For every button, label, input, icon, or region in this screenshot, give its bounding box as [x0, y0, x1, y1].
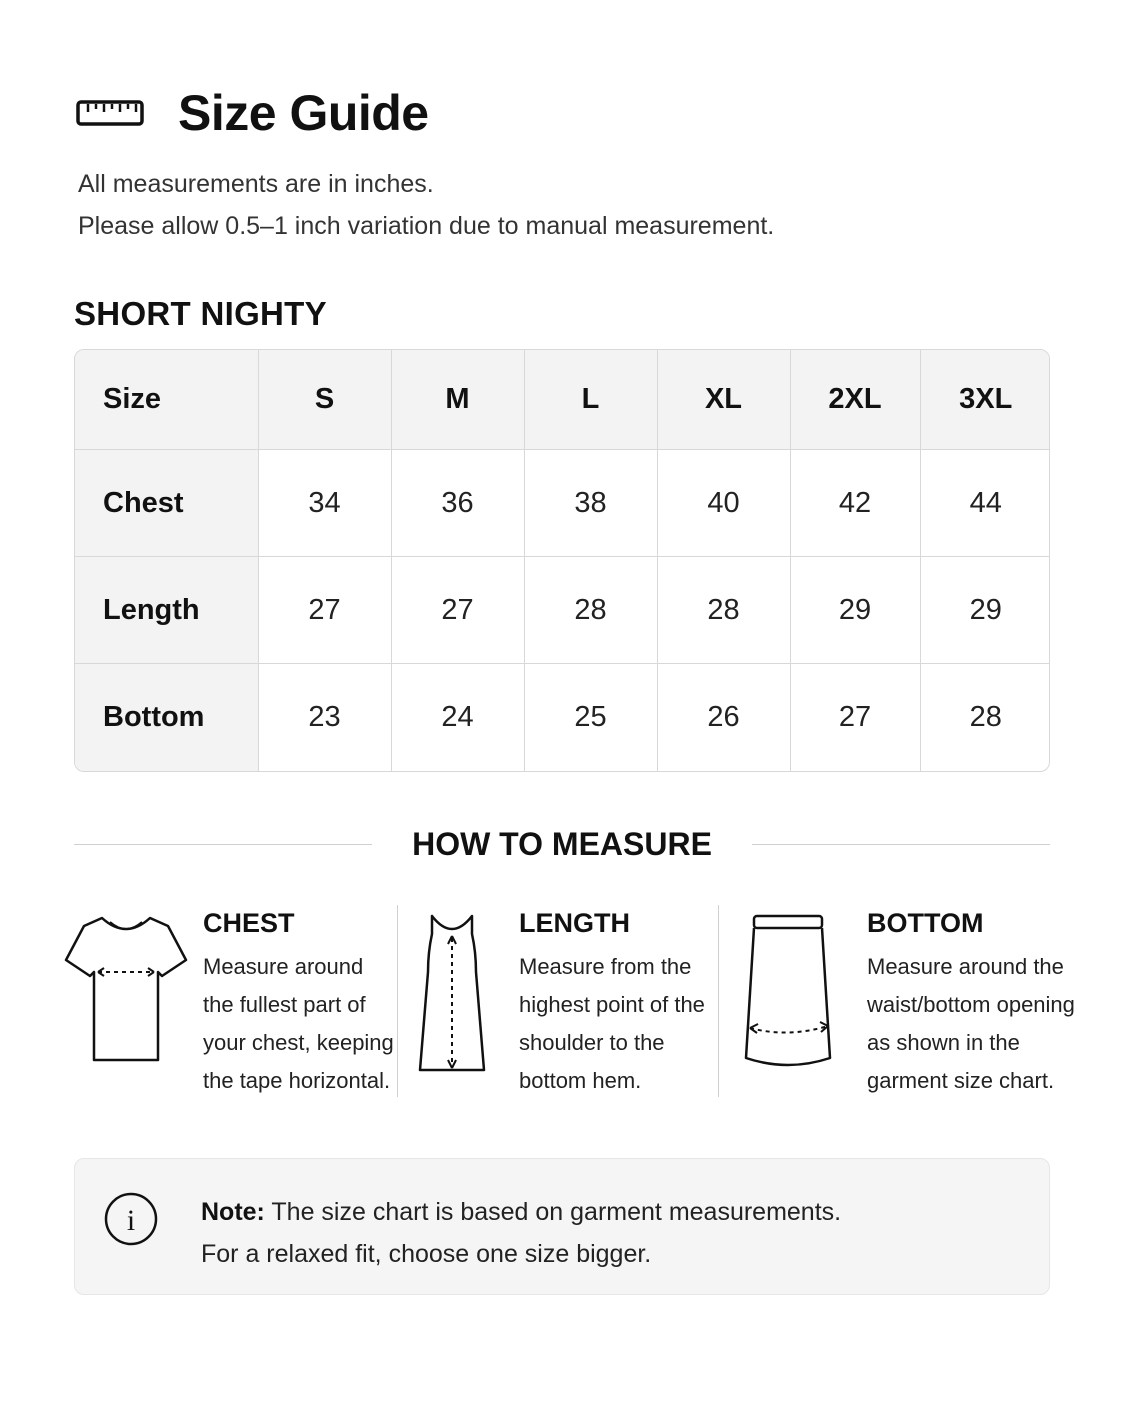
table-cell: 42	[790, 450, 920, 557]
note-line-2: For a relaxed fit, choose one size bigger.	[201, 1240, 652, 1268]
skirt-icon	[740, 912, 836, 1072]
divider-line	[752, 844, 1050, 845]
table-header-cell: XL	[657, 350, 790, 450]
size-table	[74, 349, 1050, 772]
table-cell: 29	[920, 557, 1050, 664]
page-header	[76, 84, 429, 142]
measure-title-chest: CHEST	[203, 908, 295, 938]
measure-text-line: Measure from the	[519, 954, 692, 979]
section-title: SHORT NIGHTY	[74, 295, 327, 332]
measure-title-bottom: BOTTOM	[867, 908, 984, 938]
row-label: Length	[75, 557, 258, 664]
table-cell: 40	[657, 450, 790, 557]
measure-text-chest	[203, 948, 394, 1100]
ruler-icon	[76, 96, 144, 130]
table-cell: 28	[657, 557, 790, 664]
table-cell: 26	[657, 664, 790, 771]
measure-text-line: your chest, keeping	[203, 1030, 394, 1055]
table-row	[75, 557, 1050, 664]
table-cell: 27	[258, 557, 391, 664]
column-divider	[397, 905, 398, 1097]
how-to-measure-heading	[74, 826, 1050, 863]
measure-title-length: LENGTH	[519, 908, 630, 938]
table-cell: 23	[258, 664, 391, 771]
table-header-cell: 2XL	[790, 350, 920, 450]
table-cell: 25	[524, 664, 657, 771]
measure-text-line: Measure around	[203, 954, 364, 979]
measure-text-line: waist/bottom opening	[867, 992, 1075, 1017]
how-to-measure-title: HOW TO MEASURE	[412, 826, 712, 862]
measure-text-line: garment size chart.	[867, 1068, 1055, 1093]
dress-icon	[414, 912, 490, 1076]
note-label: Note:	[201, 1198, 265, 1226]
table-cell: 24	[391, 664, 524, 771]
measure-text-line: highest point of the	[519, 992, 705, 1017]
row-label: Bottom	[75, 664, 258, 771]
intro-units: All measurements are in inches.	[78, 170, 434, 198]
tshirt-icon	[62, 914, 190, 1064]
table-row	[75, 664, 1050, 771]
measure-text-line: as shown in the	[867, 1030, 1020, 1055]
table-header-cell: 3XL	[920, 350, 1050, 450]
table-cell: 34	[258, 450, 391, 557]
table-cell: 38	[524, 450, 657, 557]
info-icon	[103, 1191, 159, 1247]
divider-line	[74, 844, 372, 845]
measure-text-bottom	[867, 948, 1075, 1100]
page-title: Size Guide	[178, 85, 429, 141]
intro-variation: Please allow 0.5–1 inch variation due to manual measurement.	[78, 212, 775, 240]
table-header-cell: S	[258, 350, 391, 450]
table-cell: 28	[969, 701, 1002, 734]
table-header-cell: L	[524, 350, 657, 450]
measure-text-length	[519, 948, 705, 1100]
table-header-cell: Size	[75, 350, 258, 450]
svg-text:i: i	[126, 1204, 136, 1237]
table-header-row	[75, 350, 1050, 450]
table-cell: 44	[920, 450, 1050, 557]
measure-text-line: bottom hem.	[519, 1068, 642, 1093]
row-label: Chest	[75, 450, 258, 557]
table-cell: 28	[524, 557, 657, 664]
table-row	[75, 450, 1050, 557]
measure-text-line: the fullest part of	[203, 992, 366, 1017]
table-cell: 27	[790, 664, 920, 771]
note-text	[201, 1191, 841, 1275]
table-cell: 36	[391, 450, 524, 557]
note-box	[74, 1158, 1050, 1295]
column-divider	[718, 905, 719, 1097]
measure-text-line: Measure around the	[867, 954, 1064, 979]
table-header-cell: M	[391, 350, 524, 450]
table-cell: 27	[391, 557, 524, 664]
note-line-1: The size chart is based on garment measurements.	[271, 1198, 842, 1226]
measure-text-line: shoulder to the	[519, 1030, 665, 1055]
measure-text-line: the tape horizontal.	[203, 1068, 391, 1093]
table-cell: 29	[790, 557, 920, 664]
